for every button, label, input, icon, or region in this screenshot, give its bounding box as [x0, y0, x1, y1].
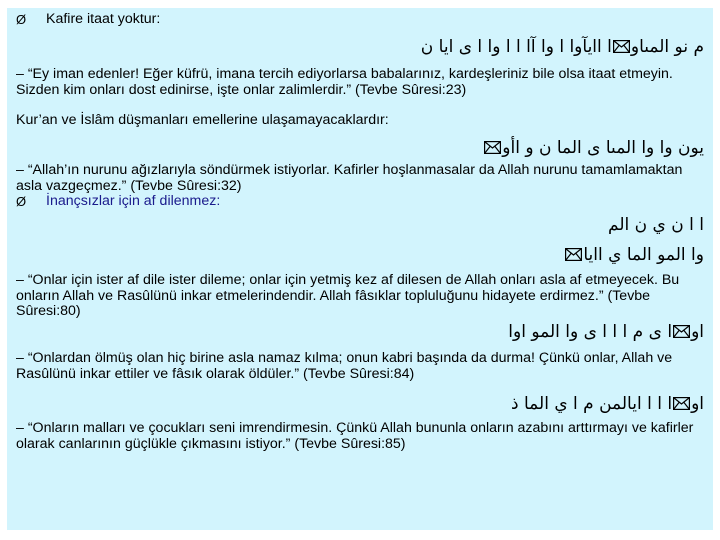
- arabic-verse-3: [608, 214, 704, 236]
- arabic-text: وا المو الما ي اايا: [583, 245, 704, 265]
- translation-tevbe-85: – “Onların malları ve çocukları seni imrendirmesin. Çünkü Allah bununla onların azabını arttırmayı ve kafirler olarak canlarının güçlükle çıkmasını istiyor.” (Tevbe Sûresi:85): [16, 420, 694, 452]
- arabic-text: ا ى م ا ا ا ى وا المو اوا: [508, 322, 673, 342]
- arabic-verse-5: [508, 321, 704, 343]
- translation-tevbe-84: – “Onlardan ölmüş olan hiç birine asla namaz kılma; onun kabri başında da durma! Çünkü onlar, Allah ve Rasûlünü inkar ettiler ve fâsık olarak öldüler.” (Tevbe Sûresi:84): [16, 350, 673, 382]
- translation-tevbe-32: – “Allah’ın nurunu ağızlarıyla söndürmek istiyorlar. Kafirler hoşlanmasalar da Allah nurunu tamamlamaktan asla vazgeçmez.” (Tevbe Sûresi:32): [16, 162, 683, 194]
- envelope-icon: [484, 141, 501, 154]
- arabic-text: ا اايآوا ا وا آا ا ا وا ا ى ايا ن: [420, 37, 612, 57]
- arabic-text: ا ا ن ي ن الم: [608, 215, 704, 235]
- arrow-bullet-icon: Ø: [16, 194, 27, 209]
- arabic-verse-1: [421, 36, 704, 58]
- envelope-icon: [673, 325, 690, 338]
- arabic-verse-6: [511, 393, 704, 415]
- arabic-verse-2: [483, 137, 704, 159]
- arabic-text: او: [691, 322, 704, 342]
- arabic-text: ا ا ا ايالمن م ا ي الما ذ: [511, 394, 673, 414]
- envelope-icon: [565, 248, 582, 261]
- translation-tevbe-80: – “Onlar için ister af dile ister dileme; onlar için yetmiş kez af dilesen de Allah onları asla af etmeyecek. Bu onların Allah ve Rasûlünü inkar etmelerindendir. Allah fâsıklar topluluğunu hidayete erdirmez.” (Tevbe Sûresi:80): [16, 272, 680, 319]
- slide: [7, 8, 713, 530]
- arabic-text: م نو المىاو: [630, 37, 704, 57]
- arabic-verse-4: [564, 244, 704, 266]
- envelope-icon: [673, 397, 690, 410]
- translation-tevbe-23: – “Ey iman edenler! Eğer küfrü, imana tercih ediyorlarsa babalarınız, kardeşleriniz bile olsa itaat etmeyin. Sizden kim onları dost edinirse, işte onlar zalimlerdir.” (Tevbe Sûresi:23): [16, 66, 673, 98]
- arabic-text: يون وا وا المىا ى الما ن و اأو: [502, 138, 704, 158]
- section-heading-kafire: Kafire itaat yoktur:: [46, 11, 161, 27]
- section-heading-inancsizlar: İnançsızlar için af dilenmez:: [46, 193, 221, 209]
- envelope-icon: [613, 40, 630, 53]
- arrow-bullet-icon: Ø: [16, 12, 27, 27]
- arabic-text: او: [691, 394, 704, 414]
- section-heading-kuran: Kur’an ve İslâm düşmanları emellerine ulaşamayacaklardır:: [16, 112, 389, 128]
